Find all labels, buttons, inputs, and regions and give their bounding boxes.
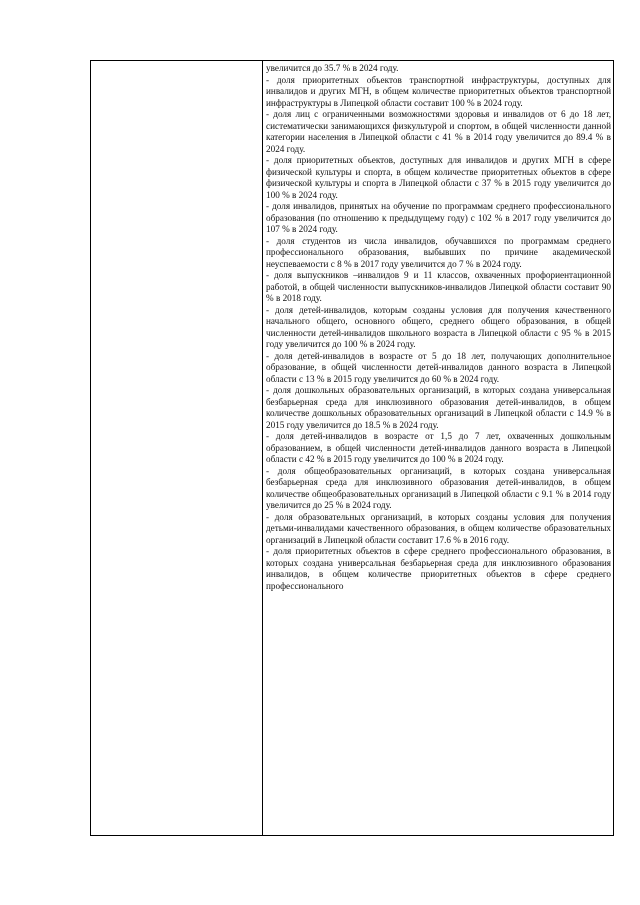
indicators-list — [263, 61, 613, 835]
paragraph: - доля лиц с ограниченными возможностями здоровья и инвалидов от 6 до 18 лет, систематически занимающихся физкультурой и спортом, в общей численности данной категории населения в Липецкой области с 41 % в 2014 году увеличится до 89.4 % в 2024 году. — [266, 109, 611, 154]
paragraph: - доля детей-инвалидов в возрасте от 1,5 до 7 лет, охваченных дошкольным образованием, в общей численности детей-инвалидов данного возраста в Липецкой области с 42 % в 2015 году увеличится до 100 % в 2024 году. — [266, 431, 611, 464]
paragraph: - доля приоритетных объектов, доступных для инвалидов и других МГН в сфере физической культуры и спорта, в общем количестве приоритетных объектов в сфере физической культуры и спорта в Липецкой области с 37 % в 2015 году увеличится до 100 % в 2024 году. — [266, 155, 611, 200]
paragraph: - доля выпускников –инвалидов 9 и 11 классов, охваченных профориентационной работой, в общей численности выпускников-инвалидов Липецкой области составит 90 % в 2018 году. — [266, 270, 611, 303]
left-empty-cell — [91, 61, 263, 836]
indicators-text-cell — [263, 61, 614, 836]
paragraph: - доля дошкольных образовательных организаций, в которых создана универсальная безбарьерная среда для инклюзивного образования детей-инвалидов, в общем количестве дошкольных образовательных организаций в Липецкой области с 14.9 % в 2015 году увеличится до 18.5 % в 2024 году. — [266, 385, 611, 430]
paragraph: - доля приоритетных объектов транспортной инфраструктуры, доступных для инвалидов и других МГН, в общем количестве приоритетных объектов транспортной инфраструктуры в Липецкой области составит 100 % в 2024 году. — [266, 74, 611, 108]
table-row — [91, 61, 614, 836]
paragraph: увеличится до 35.7 % в 2024 году. — [266, 63, 399, 73]
paragraph: - доля инвалидов, принятых на обучение по программам среднего профессионального образования (по отношению к предыдущему году) с 102 % в 2017 году увеличится до 107 % в 2024 году. — [266, 201, 611, 234]
paragraph: - доля приоритетных объектов в сфере среднего профессионального образования, в которых создана универсальная безбарьерная среда для инклюзивного образования инвалидов, в общем количестве приоритетных объектов в сфере среднего профессионального — [266, 546, 611, 591]
document-table — [90, 60, 614, 836]
paragraph: - доля общеобразовательных организаций, в которых создана универсальная безбарьерная среда для инклюзивного образования детей-инвалидов, в общем количестве общеобразовательных организаций в Липецкой области с 9.1 % в 2014 году увеличится до 25 % в 2024 году. — [266, 465, 611, 510]
paragraph: - доля образовательных организаций, в которых созданы условия для получения детьми-инвалидами качественного образования, в общем количестве образовательных организаций в Липецкой области составит 17.6 % в 2016 году. — [266, 511, 611, 545]
paragraph: - доля детей-инвалидов, которым созданы условия для получения качественного начального общего, основного общего, среднего общего образования, в общей численности детей-инвалидов школьного возраста в Липецкой области с 95 % в 2015 году увеличится до 100 % в 2024 году. — [266, 304, 611, 349]
paragraph: - доля детей-инвалидов в возрасте от 5 до 18 лет, получающих дополнительное образование, в общей численности детей-инвалидов данного возраста в Липецкой области с 13 % в 2015 году увеличится до 60 % в 2024 году. — [266, 350, 611, 384]
paragraph: - доля студентов из числа инвалидов, обучавшихся по программам среднего профессионального образования, выбывших по причине академической неуспеваемости с 8 % в 2017 году увеличится до 7 % в 2024 году. — [266, 235, 611, 269]
